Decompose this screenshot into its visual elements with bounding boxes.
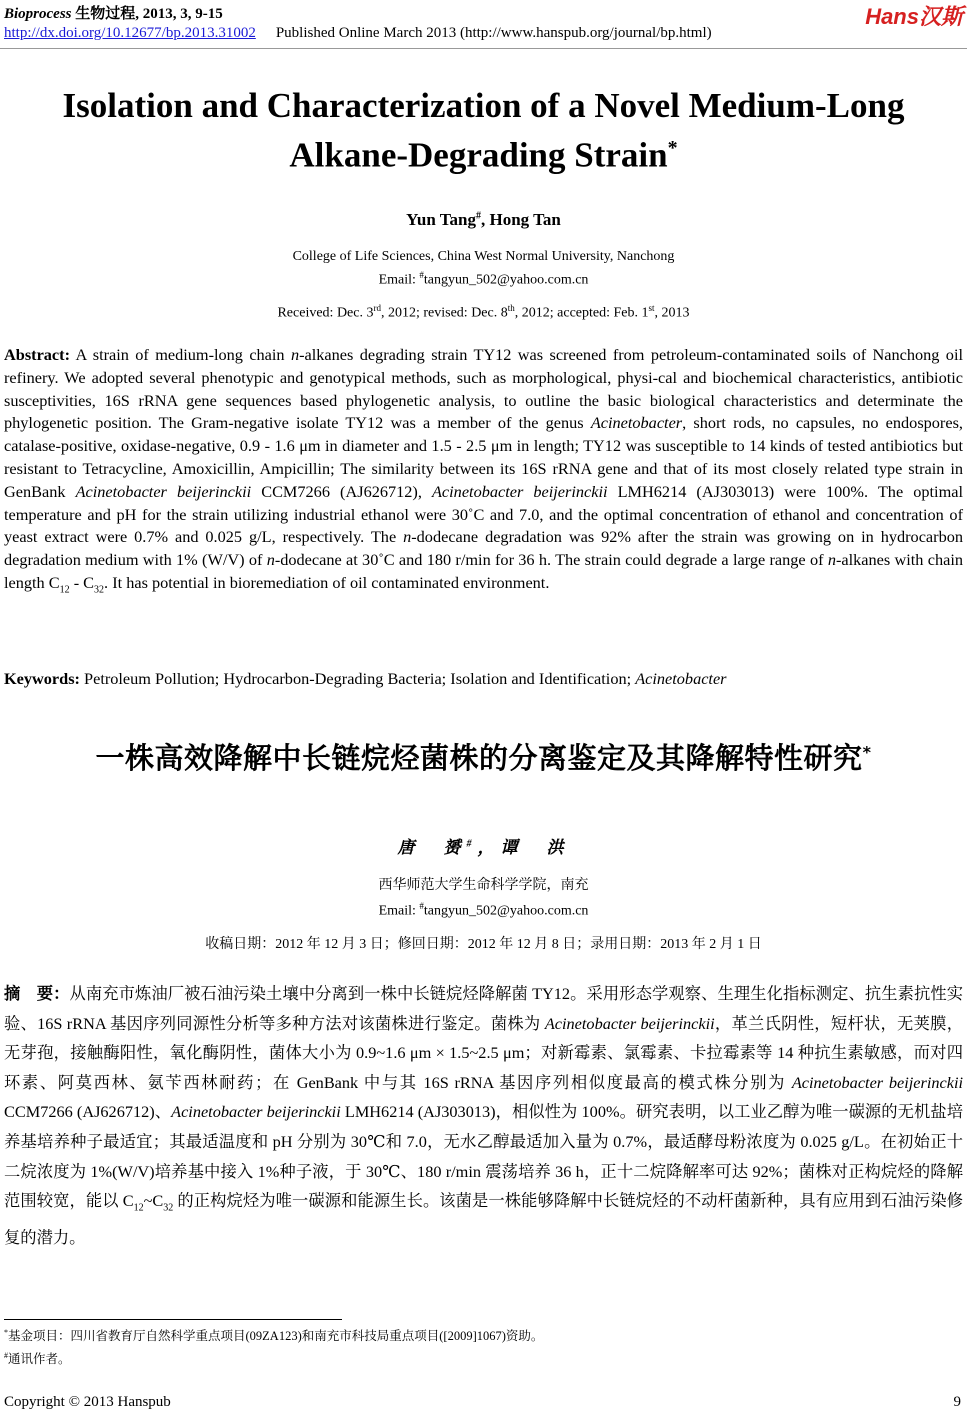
page-number: 9: [953, 1394, 961, 1410]
author-1-cn: 唐 赟: [397, 838, 467, 857]
author-1: Yun Tang: [406, 210, 476, 229]
authors: Yun Tang#, Hong Tan: [406, 210, 561, 229]
doi-line: [4, 25, 712, 42]
doi-link[interactable]: http://dx.doi.org/10.12677/bp.2013.31002: [4, 25, 256, 41]
affiliation: College of Life Sciences, China West Normal University, Nanchong Email: #tangyun_502@yahoo.com.cn: [292, 249, 675, 288]
keywords-label: Keywords:: [4, 669, 80, 688]
article-dates: Received: Dec. 3rd, 2012; revised: Dec. 8th, 2012; accepted: Feb. 1st, 2013: [277, 303, 690, 321]
article-dates-cn: 收稿日期：2012 年 12 月 3 日；修回日期：2012 年 12 月 8 日；录用日期：2013 年 2 月 1 日: [205, 937, 762, 952]
author-2-cn: 谭 洪: [500, 838, 570, 857]
affiliation-cn: 西华师范大学生命科学学院，南充 Email: #tangyun_502@yahoo.com.cn: [378, 878, 589, 919]
publisher-logo: Hans汉斯: [865, 4, 963, 29]
journal-header: [4, 2, 223, 23]
abstract: Abstract: A strain of medium-long chain n-alkanes degrading strain TY12 was screened from petroleum-contaminated soils of Nanchong oil refinery. We adopted several phenotypic and genotypical methods, such as morphological, physi-cal and biochemical characteristics, antibiotic susceptivities, 16S rRNA gene sequences based phylogenetic analysis, to outline the basic biological characteristics and determinate the phylogenetic position. The Gram-negative isolate TY12 was a member of the genus Acinetobacter, short rods, no capsules, no endospores, catalase-positive, oxidase-negative, 0.9 - 1.6 μm in diameter and 1.5 - 2.5 μm in length; TY12 was susceptible to 14 kinds of tested antibiotics but resistant to Tetracycline, Amoxicillin, Ampicillin; The similarity between its 16S rRNA gene and that of its most closely related type strain in GenBank Acinetobacter beijerinckii CCM7266 (AJ626712), Acinetobacter beijerinckii LMH6214 (AJ303013) were 100%. The optimal temperature and pH for the strain utilizing industrial ethanol were 30˚C and 7.0, and the optimal concentration of ethanol and concentration of yeast extract were 0.7% and 0.025 g/L, respectively. The n-dodecane degradation was 92% after the strain was growing on in hydrocarbon degradation medium with 1% (W/V) of n-dodecane at 30˚C and 180 r/min for 36 h. The strain could degrade a large range of n-alkanes with chain length $C_{12} - C_{32}$. It has potential in bioremediation of oil contaminated environment.: [4, 345, 963, 596]
footnote-funding: *基金项目：四川省教育厅自然科学重点项目(09ZA123)和南充市科技局重点项目([2009]1067)资助。: [4, 1328, 544, 1344]
authors-cn: 唐 赟#，谭 洪: [397, 838, 570, 857]
journal-name-cn: 生物过程: [75, 6, 136, 22]
author-2: Hong Tan: [489, 210, 561, 229]
copyright: Copyright © 2013 Hanspub: [4, 1394, 171, 1410]
abstract-cn-label: 摘 要：: [4, 984, 70, 1003]
paper-title: Isolation and Characterization of a Novel Medium-Long Alkane-Degrading Strain*: [62, 86, 905, 175]
email-address: tangyun_502@yahoo.com.cn: [423, 272, 589, 288]
footnotes: [4, 1323, 543, 1369]
email-address-cn: tangyun_502@yahoo.com.cn: [423, 903, 589, 919]
abstract-label: Abstract:: [4, 345, 71, 364]
footnote-divider: [4, 1319, 342, 1320]
published-online: Published Online March 2013 (http://www.hanspub.org/journal/bp.html): [275, 25, 712, 41]
journal-volume: , 2013, 3, 9-15: [135, 6, 223, 22]
header-divider: [0, 48, 967, 49]
abstract-cn: 摘 要：从南充市炼油厂被石油污染土壤中分离到一株中长链烷烃降解菌 TY12。采用形态学观察、生理生化指标测定、抗生素抗性实验、16S rRNA 基因序列同源性分析等多种方法对该菌株进行鉴定。菌株为 Acinetobacter beijerinckii，革兰氏阴性，短杆状，无荚膜，无芽孢，接触酶阳性，氧化酶阴性，菌体大小为 0.9~1.6 μm × 1.5~2.5 μm；对新霉素、氯霉素、卡拉霉素等 14 种抗生素敏感，而对四环素、阿莫西林、氨苄西林耐药；在 GenBank 中与其 16S rRNA 基因序列相似度最高的模式株分别为 Acinetobacter beijerinckii CCM7266 (AJ626712)、Acinetobacter beijerinckii LMH6214 (AJ303013)，相似性为 100%。研究表明，以工业乙醇为唯一碳源的无机盐培养基培养种子最适宜；其最适温度和 pH 分别为 30℃和 7.0，无水乙醇最适加入量为 0.7%，最适酵母粉浓度为 0.025 g/L。在初始正十二烷浓度为 1%(W/V)培养基中接入 1%种子液，于 30℃、180 r/min 震荡培养 36 h，正十二烷降解率可达 92%；菌株对正构烷烃的降解范围较宽，能以 $C_{12}\sim C_{32}$ 的正构烷烃为唯一碳源和能源生长。该菌是一株能够降解中长链烷烃的不动杆菌新种，具有应用到石油污染修复的潜力。: [4, 984, 963, 1247]
paper-title-cn: 一株高效降解中长链烷烃菌株的分离鉴定及其降解特性研究*: [95, 741, 872, 775]
footnote-corresponding: #通讯作者。: [4, 1351, 71, 1367]
keywords: Keywords: Petroleum Pollution; Hydrocarbon-Degrading Bacteria; Isolation and Identification; Acinetobacter: [4, 669, 727, 688]
journal-name: Bioprocess: [4, 6, 72, 22]
